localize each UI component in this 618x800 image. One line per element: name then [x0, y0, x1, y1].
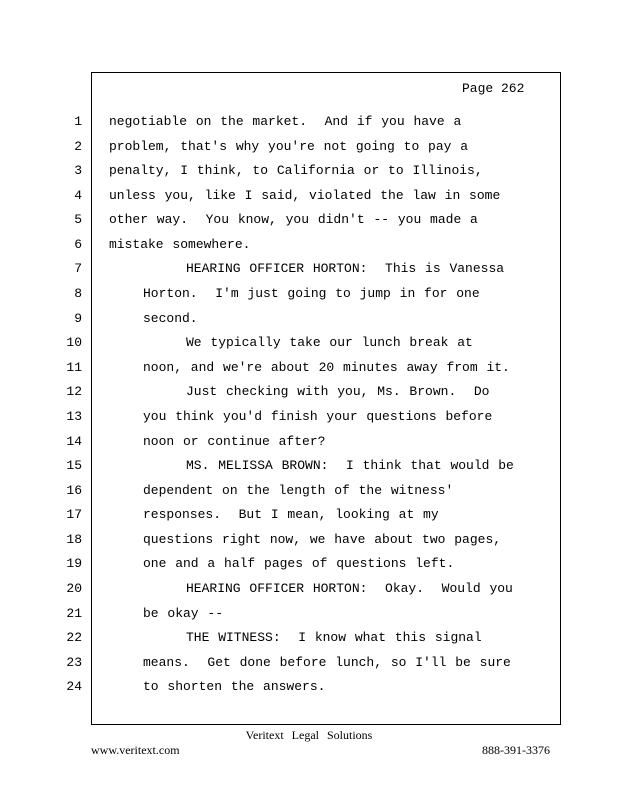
transcript-line: [0, 311, 618, 331]
line-text: unless you, like I said, violated the law in some: [109, 188, 501, 203]
transcript-line: [0, 261, 618, 281]
line-number: 10: [66, 335, 82, 350]
line-number: 16: [66, 483, 82, 498]
transcript-line: [0, 139, 618, 159]
line-text: you think you'd finish your questions before: [143, 409, 493, 424]
transcript-line: [0, 237, 618, 257]
transcript-line: [0, 335, 618, 355]
transcript-line: [0, 384, 618, 404]
line-text: other way. You know, you didn't -- you made a: [109, 212, 478, 227]
transcript-line: [0, 606, 618, 626]
line-text: one and a half pages of questions left.: [143, 556, 455, 571]
line-number: 3: [74, 163, 82, 178]
line-text: be okay --: [143, 606, 224, 621]
transcript-line: [0, 532, 618, 552]
transcript-line: [0, 581, 618, 601]
line-number: 8: [74, 286, 82, 301]
transcript-line: [0, 458, 618, 478]
line-number: 22: [66, 630, 82, 645]
transcript-line: [0, 483, 618, 503]
transcript-line: [0, 188, 618, 208]
line-text: dependent on the length of the witness': [143, 483, 454, 498]
line-number: 6: [74, 237, 82, 252]
line-number: 5: [74, 212, 82, 227]
line-text: negotiable on the market. And if you have a: [109, 114, 462, 129]
transcript-line: [0, 507, 618, 527]
line-text: THE WITNESS: I know what this signal: [186, 630, 482, 645]
line-number: 21: [66, 606, 82, 621]
line-text: means. Get done before lunch, so I'll be sure: [143, 655, 511, 670]
line-text: mistake somewhere.: [109, 237, 251, 252]
transcript-line: [0, 286, 618, 306]
line-text: HEARING OFFICER HORTON: This is Vanessa: [186, 261, 505, 276]
page-number: Page 262: [462, 81, 525, 96]
line-number: 13: [66, 409, 82, 424]
line-number: 12: [66, 384, 82, 399]
line-number: 19: [66, 556, 82, 571]
line-number: 4: [74, 188, 82, 203]
footer-website: www.veritext.com: [91, 743, 180, 757]
line-number: 1: [74, 114, 82, 129]
line-number: 11: [66, 360, 82, 375]
line-text: questions right now, we have about two pages,: [143, 532, 502, 547]
transcript-line: [0, 360, 618, 380]
line-text: MS. MELISSA BROWN: I think that would be: [186, 458, 514, 473]
line-number: 9: [74, 311, 82, 326]
line-text: noon or continue after?: [143, 434, 326, 449]
line-text: problem, that's why you're not going to pay a: [109, 139, 469, 154]
transcript-line: [0, 163, 618, 183]
line-number: 2: [74, 139, 82, 154]
line-number: 7: [74, 261, 82, 276]
footer-phone: 888-391-3376: [482, 743, 550, 757]
line-text: to shorten the answers.: [143, 679, 326, 694]
line-text: We typically take our lunch break at: [186, 335, 473, 350]
line-number: 14: [66, 434, 82, 449]
line-text: noon, and we're about 20 minutes away from it.: [143, 360, 510, 375]
transcript-line: [0, 556, 618, 576]
line-number: 15: [66, 458, 82, 473]
transcript-line: [0, 679, 618, 699]
line-text: responses. But I mean, looking at my: [143, 507, 439, 522]
line-text: HEARING OFFICER HORTON: Okay. Would you: [186, 581, 513, 596]
line-number: 23: [66, 655, 82, 670]
line-number: 17: [66, 507, 82, 522]
transcript-line: [0, 409, 618, 429]
transcript-line: [0, 212, 618, 232]
transcript-line: [0, 655, 618, 675]
footer-company: Veritext Legal Solutions: [245, 728, 373, 742]
transcript-line: [0, 114, 618, 134]
line-number: 24: [66, 679, 82, 694]
line-number: 20: [66, 581, 82, 596]
line-number: 18: [66, 532, 82, 547]
line-text: Just checking with you, Ms. Brown. Do: [186, 384, 490, 399]
transcript-line: [0, 630, 618, 650]
transcript-line: [0, 434, 618, 454]
line-text: Horton. I'm just going to jump in for one: [143, 286, 480, 301]
line-text: second.: [143, 311, 198, 326]
line-text: penalty, I think, to California or to Illinois,: [109, 163, 483, 178]
